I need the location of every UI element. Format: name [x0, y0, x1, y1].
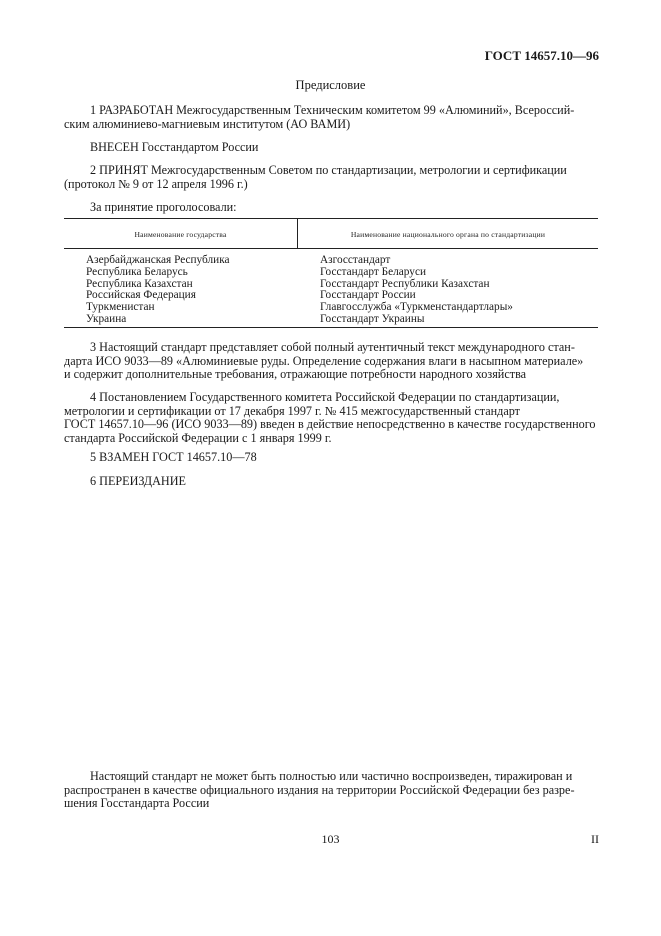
- table-cell: Российская Федерация: [86, 289, 196, 302]
- paragraph-introduced: [64, 141, 598, 155]
- paragraph-line: 1 РАЗРАБОТАН Межгосударственным Техническим комитетом 99 «Алюминий», Всероссий-: [90, 103, 575, 117]
- paragraph-line: метрологии и сертификации от 17 декабря 1997 г. № 415 межгосударственный стандарт: [64, 403, 520, 418]
- paragraph-line: стандарта Российской Федерации с 1 января 1999 г.: [64, 430, 332, 445]
- paragraph-line: 2 ПРИНЯТ Межгосударственным Советом по стандартизации, метрологии и сертификации: [90, 163, 567, 177]
- paragraph-line: (протокол № 9 от 12 апреля 1996 г.): [64, 176, 248, 191]
- paragraph-adopted: [64, 164, 598, 191]
- paragraph-line: 4 Постановлением Государственного комитета Российской Федерации по стандартизации,: [90, 390, 560, 404]
- paragraph-line: ским алюминиево-магниевым институтом (АО ВАМИ): [64, 116, 351, 131]
- paragraph-line: ВНЕСЕН Госстандартом России: [90, 140, 259, 154]
- paragraph-line: шения Госстандарта России: [64, 796, 210, 810]
- table-header-rule: [64, 248, 598, 249]
- paragraph-line: 5 ВЗАМЕН ГОСТ 14657.10—78: [90, 450, 257, 464]
- paragraph-line: 6 ПЕРЕИЗДАНИЕ: [90, 474, 186, 488]
- page-number: 103: [321, 832, 340, 846]
- table-cell: Азербайджанская Республика: [86, 254, 230, 266]
- paragraph-replaces: [64, 451, 598, 465]
- table-header-body: Наименование национального органа по стандартизации: [350, 230, 546, 239]
- paragraph-line: 3 Настоящий стандарт представляет собой полный аутентичный текст международного стан-: [90, 340, 575, 354]
- paragraph-line: ГОСТ 14657.10—96 (ИСО 9033—89) введен в действие непосредственно в качестве государственного: [64, 417, 596, 431]
- table-cell: Госстандарт Беларуси: [320, 265, 427, 278]
- table-cell: Туркменистан: [86, 301, 155, 314]
- table-cell: Госстандарт Украины: [320, 312, 425, 325]
- copyright-note: [64, 770, 598, 811]
- table-cell: Госстандарт России: [320, 289, 416, 302]
- paragraph-voted: [64, 201, 598, 215]
- table-cell: Госстандарт Республики Казахстан: [320, 277, 490, 290]
- table-header-state: Наименование государства: [134, 230, 227, 239]
- paragraph-line: Настоящий стандарт не может быть полностью или частично воспроизведен, тиражирован и: [90, 769, 573, 783]
- paragraph-authentic-text: [64, 341, 598, 382]
- paragraph-line: дарта ИСО 9033—89 «Алюминиевые руды. Определение содержания влаги в насыпном материале»: [64, 353, 584, 368]
- page-roman-numeral: II: [591, 832, 599, 846]
- table-cell: Украина: [86, 312, 127, 325]
- paragraph-line: За принятие проголосовали:: [90, 200, 237, 214]
- paragraph-developed: [64, 104, 598, 131]
- voting-table: [64, 218, 598, 328]
- paragraph-line: и содержит дополнительные требования, отражающие потребности народного хозяйства: [64, 367, 527, 381]
- table-cell: Республика Беларусь: [86, 265, 188, 278]
- paragraph-line: распространен в качестве официального издания на территории Российской Федерации без разре-: [64, 782, 575, 797]
- section-title: Предисловие: [295, 78, 366, 92]
- table-cell: Республика Казахстан: [86, 277, 193, 290]
- table-column-states: [86, 255, 286, 326]
- paragraph-resolution: [64, 391, 598, 445]
- table-cell: Азгосстандарт: [320, 254, 391, 266]
- standard-code: ГОСТ 14657.10—96: [484, 48, 599, 63]
- table-cell: Главгосслужба «Туркменстандартлары»: [320, 301, 513, 314]
- table-column-bodies: [320, 255, 590, 326]
- paragraph-reissue: [64, 475, 598, 489]
